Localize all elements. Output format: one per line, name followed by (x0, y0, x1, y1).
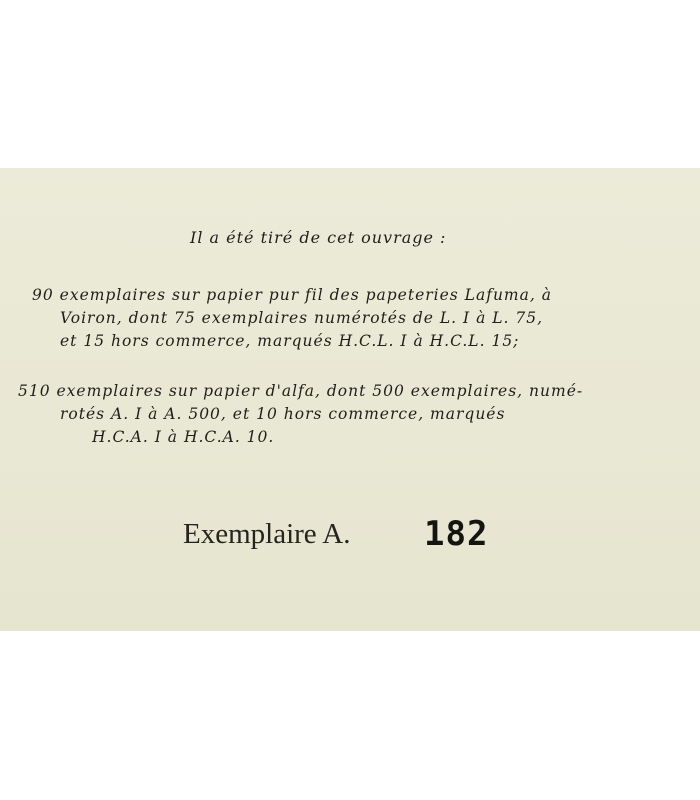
justification-heading: Il a été tiré de cet ouvrage : (190, 228, 447, 247)
paragraph-line: et 15 hors commerce, marqués H.C.L. I à H.C.L. 15; (60, 332, 520, 350)
justification-page (0, 168, 700, 631)
stamped-copy-number: 182 (424, 514, 489, 554)
paragraph-line: H.C.A. I à H.C.A. 10. (92, 428, 275, 446)
paragraph-line: rotés A. I à A. 500, et 10 hors commerce, marqués (60, 405, 506, 423)
paragraph-line: 510 exemplaires sur papier d'alfa, dont 500 exemplaires, numé- (18, 382, 584, 400)
paragraph-line: Voiron, dont 75 exemplaires numérotés de L. I à L. 75, (60, 309, 544, 327)
paragraph-line: 90 exemplaires sur papier pur fil des papeteries Lafuma, à (32, 286, 552, 304)
copy-label: Exemplaire A. (183, 518, 351, 550)
